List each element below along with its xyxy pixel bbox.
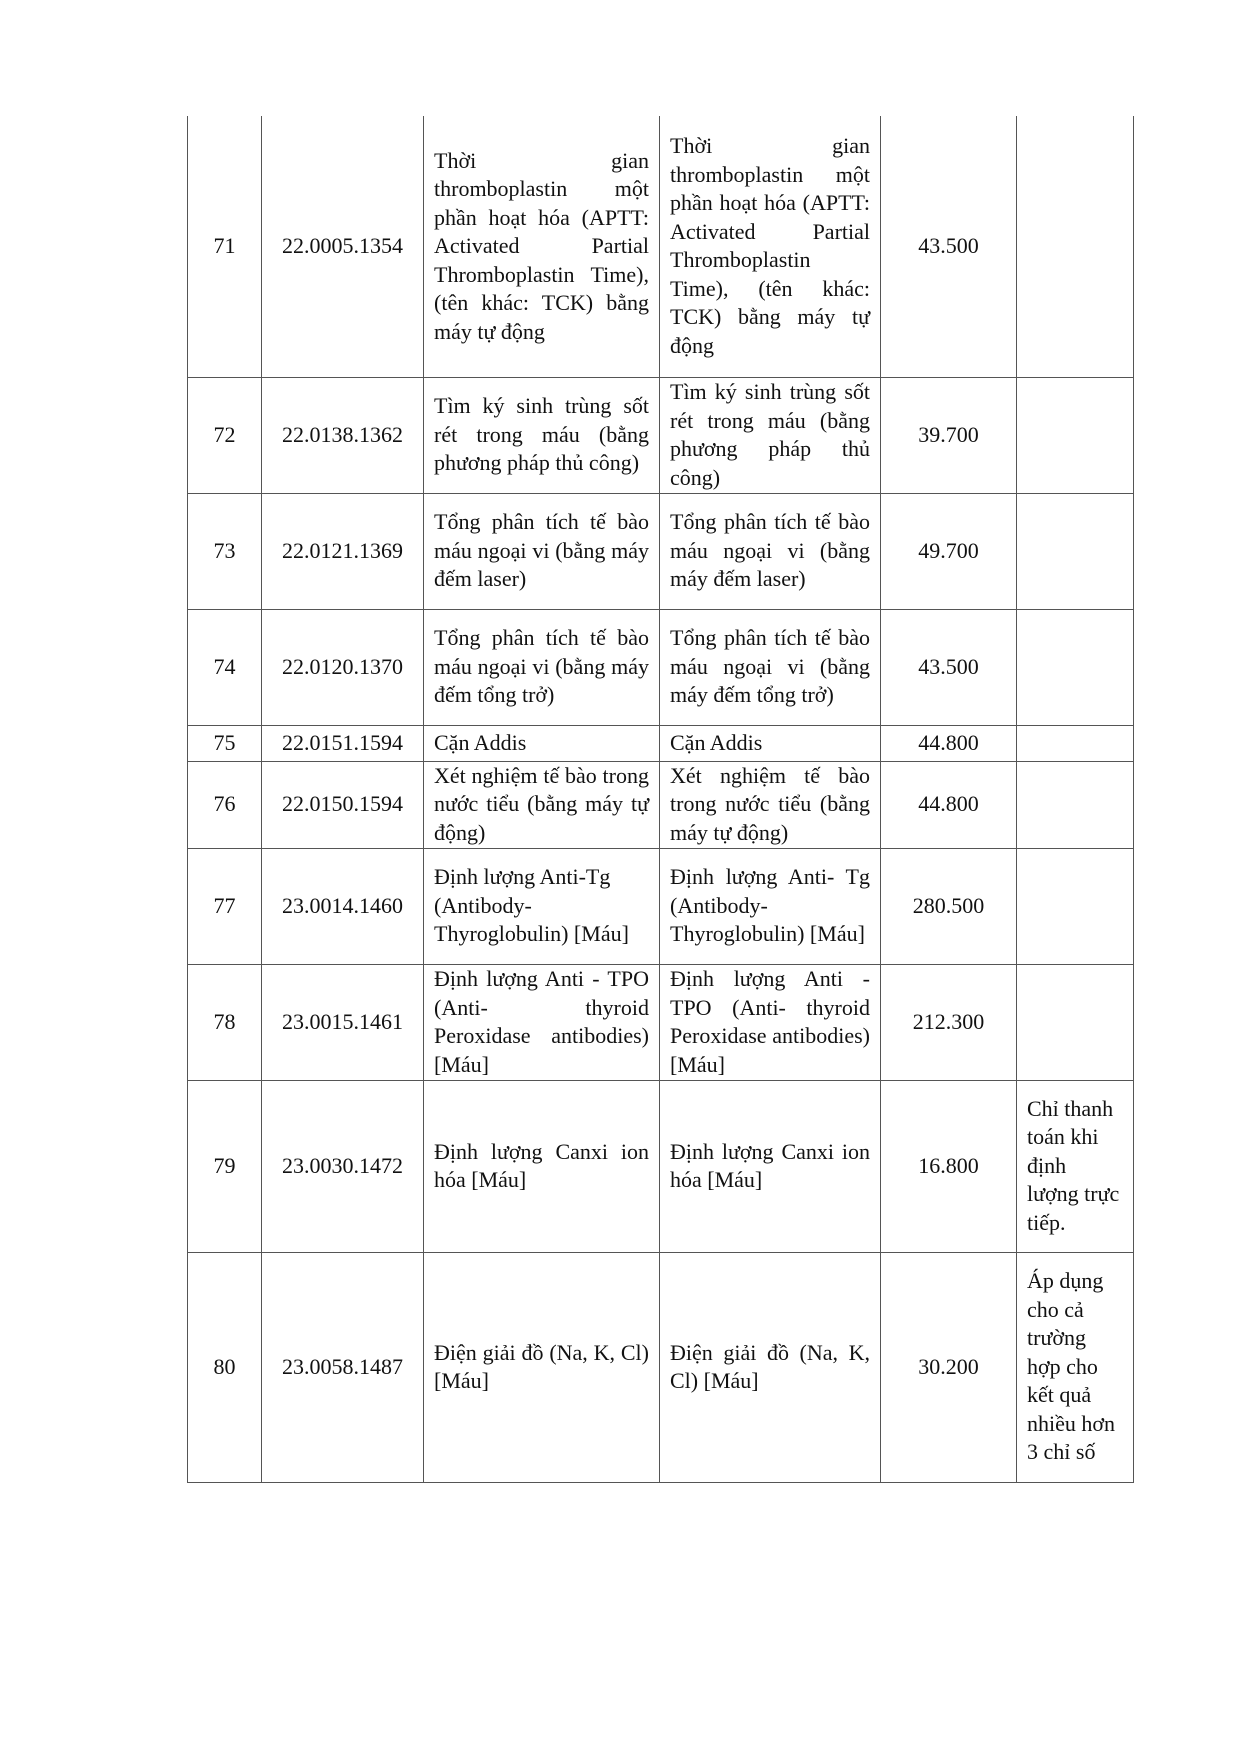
row-number: 78 bbox=[188, 964, 262, 1080]
service-name: Tổng phân tích tế bào máu ngoại vi (bằng máy đếm laser) bbox=[424, 493, 660, 609]
table-row bbox=[188, 377, 1134, 493]
row-number: 74 bbox=[188, 609, 262, 725]
service-note bbox=[1017, 116, 1134, 377]
table-row bbox=[188, 848, 1134, 964]
service-name-alt: Xét nghiệm tế bào trong nước tiểu (bằng máy tự động) bbox=[660, 761, 881, 848]
table-row bbox=[188, 761, 1134, 848]
service-note: Chỉ thanh toán khi định lượng trực tiếp. bbox=[1017, 1080, 1134, 1252]
service-note bbox=[1017, 964, 1134, 1080]
table-row bbox=[188, 964, 1134, 1080]
service-name-alt: Tổng phân tích tế bào máu ngoại vi (bằng máy đếm tổng trở) bbox=[660, 609, 881, 725]
service-price: 44.800 bbox=[881, 725, 1017, 761]
service-name: Định lượng Anti - TPO (Anti- thyroid Peroxidase antibodies) [Máu] bbox=[424, 964, 660, 1080]
row-number: 73 bbox=[188, 493, 262, 609]
service-name-alt: Tổng phân tích tế bào máu ngoại vi (bằng máy đếm laser) bbox=[660, 493, 881, 609]
service-name: Xét nghiệm tế bào trong nước tiểu (bằng máy tự động) bbox=[424, 761, 660, 848]
service-code: 22.0151.1594 bbox=[262, 725, 424, 761]
service-code: 23.0014.1460 bbox=[262, 848, 424, 964]
service-note: Áp dụng cho cả trường hợp cho kết quả nhiều hơn 3 chỉ số bbox=[1017, 1252, 1134, 1482]
service-note bbox=[1017, 493, 1134, 609]
row-number: 80 bbox=[188, 1252, 262, 1482]
service-name: Điện giải đồ (Na, K, Cl) [Máu] bbox=[424, 1252, 660, 1482]
table-row bbox=[188, 609, 1134, 725]
service-name: Cặn Addis bbox=[424, 725, 660, 761]
service-price: 39.700 bbox=[881, 377, 1017, 493]
service-name-alt: Thời gian thromboplastin một phần hoạt hóa (APTT: Activated Partial Thromboplastin Time), (tên khác: TCK) bằng máy tự động bbox=[660, 116, 881, 377]
service-code: 22.0005.1354 bbox=[262, 116, 424, 377]
service-note bbox=[1017, 377, 1134, 493]
service-price: 280.500 bbox=[881, 848, 1017, 964]
service-name: Định lượng Canxi ion hóa [Máu] bbox=[424, 1080, 660, 1252]
service-name: Định lượng Anti-Tg (Antibody- Thyroglobulin) [Máu] bbox=[424, 848, 660, 964]
service-price: 43.500 bbox=[881, 116, 1017, 377]
service-name-alt: Cặn Addis bbox=[660, 725, 881, 761]
service-name-alt: Định lượng Canxi ion hóa [Máu] bbox=[660, 1080, 881, 1252]
service-price-table bbox=[187, 116, 1134, 1483]
service-note bbox=[1017, 609, 1134, 725]
service-price: 16.800 bbox=[881, 1080, 1017, 1252]
service-price: 212.300 bbox=[881, 964, 1017, 1080]
table-row bbox=[188, 1080, 1134, 1252]
service-code: 23.0030.1472 bbox=[262, 1080, 424, 1252]
service-name: Thời gian thromboplastin một phần hoạt hóa (APTT: Activated Partial Thromboplastin Time), (tên khác: TCK) bằng máy tự động bbox=[424, 116, 660, 377]
service-note bbox=[1017, 761, 1134, 848]
service-code: 23.0015.1461 bbox=[262, 964, 424, 1080]
row-number: 77 bbox=[188, 848, 262, 964]
row-number: 72 bbox=[188, 377, 262, 493]
service-code: 22.0138.1362 bbox=[262, 377, 424, 493]
service-price: 30.200 bbox=[881, 1252, 1017, 1482]
service-price: 43.500 bbox=[881, 609, 1017, 725]
service-code: 22.0150.1594 bbox=[262, 761, 424, 848]
service-name: Tổng phân tích tế bào máu ngoại vi (bằng máy đếm tổng trở) bbox=[424, 609, 660, 725]
service-name-alt: Điện giải đồ (Na, K, Cl) [Máu] bbox=[660, 1252, 881, 1482]
service-code: 22.0120.1370 bbox=[262, 609, 424, 725]
row-number: 76 bbox=[188, 761, 262, 848]
service-note bbox=[1017, 725, 1134, 761]
row-number: 79 bbox=[188, 1080, 262, 1252]
service-note bbox=[1017, 848, 1134, 964]
table-row bbox=[188, 493, 1134, 609]
table-row bbox=[188, 116, 1134, 377]
row-number: 71 bbox=[188, 116, 262, 377]
service-name: Tìm ký sinh trùng sốt rét trong máu (bằng phương pháp thủ công) bbox=[424, 377, 660, 493]
service-price: 49.700 bbox=[881, 493, 1017, 609]
service-code: 23.0058.1487 bbox=[262, 1252, 424, 1482]
service-name-alt: Tìm ký sinh trùng sốt rét trong máu (bằng phương pháp thủ công) bbox=[660, 377, 881, 493]
service-price: 44.800 bbox=[881, 761, 1017, 848]
service-name-alt: Định lượng Anti - TPO (Anti- thyroid Peroxidase antibodies) [Máu] bbox=[660, 964, 881, 1080]
table-row bbox=[188, 725, 1134, 761]
service-name-alt: Định lượng Anti- Tg (Antibody- Thyroglobulin) [Máu] bbox=[660, 848, 881, 964]
table-row bbox=[188, 1252, 1134, 1482]
service-code: 22.0121.1369 bbox=[262, 493, 424, 609]
row-number: 75 bbox=[188, 725, 262, 761]
